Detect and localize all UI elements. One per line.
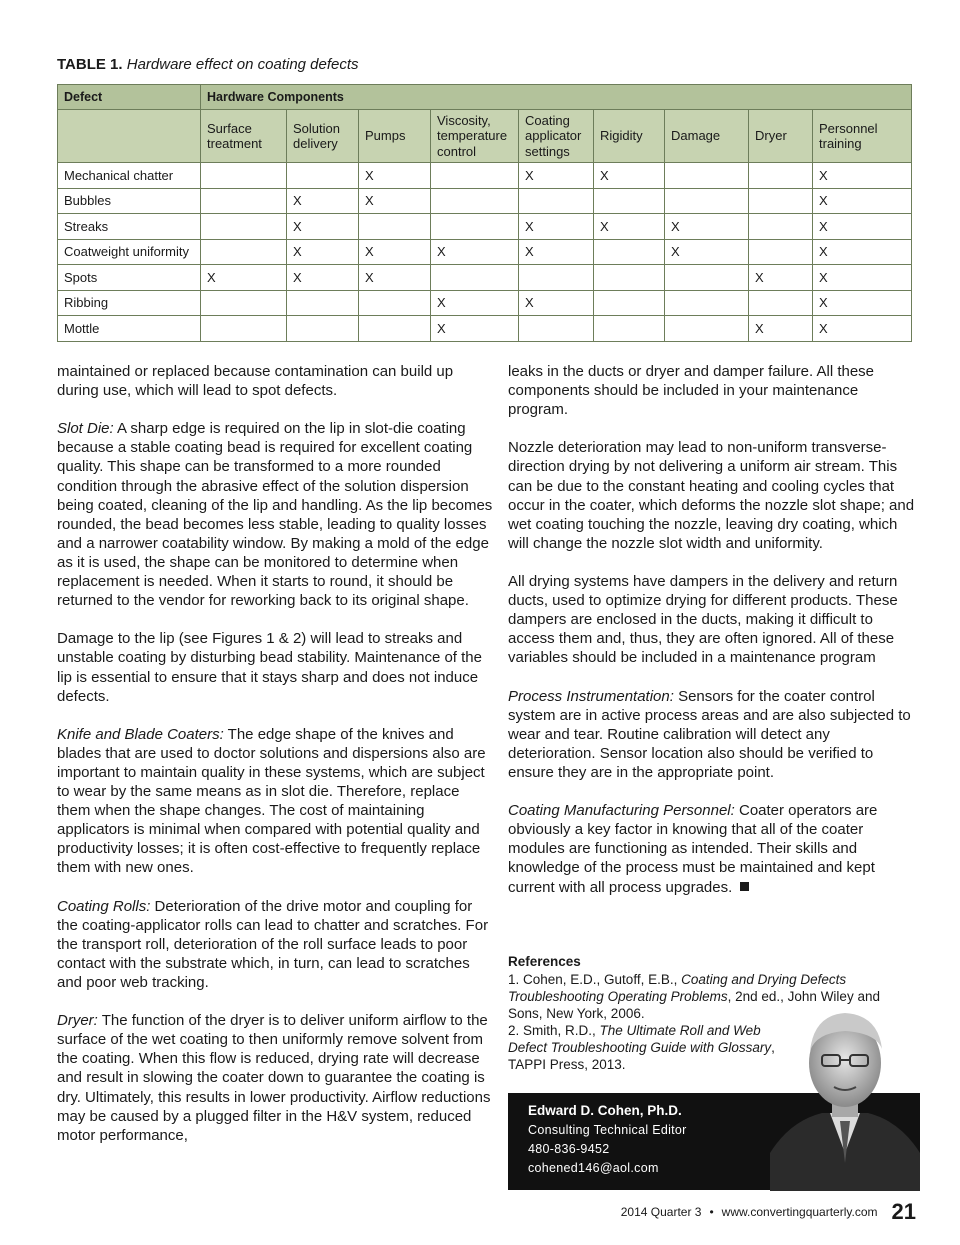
table-cell	[749, 214, 813, 240]
table-row	[58, 290, 912, 316]
author-email[interactable]: cohened146@aol.com	[528, 1161, 659, 1175]
defect-name: Streaks	[58, 214, 201, 240]
table-cell	[359, 316, 431, 342]
table-caption-title: Hardware effect on coating defects	[126, 56, 359, 73]
table-cell	[431, 265, 519, 291]
table-cell	[519, 265, 594, 291]
table-cell: X	[519, 214, 594, 240]
personnel-text: Coater operators are obviously a key factor in knowing that all of the coater modules are functioning as intended. Their skills and knowledge of the process must be maintained and kept current with all process upgrades.	[508, 802, 878, 896]
slot-die-label: Slot Die:	[57, 420, 114, 438]
references-heading: References	[508, 954, 581, 969]
table-row	[58, 239, 912, 265]
table-cell	[594, 290, 665, 316]
defect-name: Ribbing	[58, 290, 201, 316]
paragraph: leaks in the ducts or dryer and damper failure. All these components should be included in your maintenance program.	[508, 363, 875, 419]
footer-site[interactable]: www.convertingquarterly.com	[721, 1205, 878, 1219]
table-cell: X	[813, 214, 912, 240]
column-header: Dryer	[749, 110, 813, 163]
table-cell	[201, 163, 287, 189]
table-row	[58, 188, 912, 214]
table-cell	[665, 265, 749, 291]
table-cell	[287, 316, 359, 342]
dryer-text: The function of the dryer is to deliver uniform airflow to the surface of the wet coating to then uniformly remove solvent from the coating. When this flow is reduced, drying rate will decrease and result in slowing the coater down to guarantee the coating is dry. Ultimately, this results in lower productivity. Airflow reductions may be caused by a plugged filter in the H&V system, reduced motor performance,	[57, 1012, 491, 1144]
paragraph: maintained or replaced because contamination can build up during use, which will lead to spot defects.	[57, 363, 454, 400]
table-cell	[665, 290, 749, 316]
table-cell	[594, 239, 665, 265]
table-cell	[594, 265, 665, 291]
paragraph: All drying systems have dampers in the delivery and return ducts, used to optimize drying for different products. These dampers are enclosed in the ducts, making it difficult to access them and, thus, they are often ignored. All of these variables should be included in a maintenance program	[508, 573, 898, 667]
table-cell: X	[431, 239, 519, 265]
column-header: Personnel training	[813, 110, 912, 163]
table-cell: X	[287, 188, 359, 214]
instrumentation-text: Sensors for the coater control system are in active process areas and are also subjected to wear and tear. Routine calibration will detect any deterioration. Sensor location also should be verified to ensure they are in the appropriate point.	[508, 687, 911, 781]
table-cell	[665, 316, 749, 342]
paragraph-dryer	[57, 1011, 494, 1145]
table-cell: X	[359, 188, 431, 214]
table-cell: X	[359, 239, 431, 265]
paragraph-knife	[57, 725, 494, 878]
paragraph: Nozzle deterioration may lead to non-uniform transverse-direction drying by not delivering a uniform air stream. This can be due to the constant heating and cooling cycles that occur in the coater, which deforms the nozzle slot shape; and wet coating touching the nozzle, leaving dry coating, which will change the nozzle slot width and uniformity.	[508, 439, 915, 552]
table-cell	[519, 316, 594, 342]
table-cell	[519, 188, 594, 214]
table-cell	[431, 163, 519, 189]
table-header-row	[58, 85, 912, 110]
author-name: Edward D. Cohen, Ph.D.	[528, 1103, 682, 1118]
table-cell: X	[813, 290, 912, 316]
ref2-title: The Ultimate Roll and Web Defect Troubleshooting Guide with Glossary	[508, 1023, 772, 1055]
table-cell: X	[813, 188, 912, 214]
table-cell: X	[665, 214, 749, 240]
paragraph: Damage to the lip (see Figures 1 & 2) will lead to streaks and unstable coating by disturbing bead stability. Maintenance of the lip is essential to ensure that it stays sharp and does not induce defects.	[57, 630, 482, 705]
column-header: Rigidity	[594, 110, 665, 163]
page-footer	[621, 1199, 916, 1225]
column-header: Solution delivery	[287, 110, 359, 163]
table-caption	[57, 56, 359, 73]
defect-name: Mechanical chatter	[58, 163, 201, 189]
paragraph-rolls	[57, 897, 494, 992]
paragraph-instrumentation	[508, 687, 918, 782]
footer-issue: 2014 Quarter 3	[620, 1205, 702, 1219]
table-cell	[287, 290, 359, 316]
table-cell	[594, 316, 665, 342]
table-cell	[201, 290, 287, 316]
rolls-text: Deterioration of the drive motor and coupling for the coating-applicator rolls can lead to chatter and scratches. For the transport roll, deterioration of the roll surface leads to poor contact with the substrate which, in turn, can lead to scratches and poor web tracking.	[57, 897, 489, 991]
table-cell	[359, 214, 431, 240]
component-header-row	[58, 110, 912, 163]
column-header: Pumps	[359, 110, 431, 163]
column-header: Viscosity, temperature control	[431, 110, 519, 163]
table-cell: X	[813, 239, 912, 265]
end-mark-icon	[740, 882, 749, 891]
table-cell: X	[813, 163, 912, 189]
table-cell: X	[359, 265, 431, 291]
table-cell: X	[287, 214, 359, 240]
table-cell	[359, 290, 431, 316]
table-cell: X	[519, 163, 594, 189]
table-cell	[287, 163, 359, 189]
table-cell	[749, 163, 813, 189]
page-number: 21	[891, 1199, 916, 1224]
hardware-components-header: Hardware Components	[201, 85, 912, 110]
paragraph-slot-die	[57, 419, 494, 610]
table-row	[58, 214, 912, 240]
table-cell	[431, 188, 519, 214]
column-header: Surface treatment	[201, 110, 287, 163]
column-header: Coating applicator settings	[519, 110, 594, 163]
rolls-label: Coating Rolls:	[57, 897, 151, 915]
table-cell	[665, 163, 749, 189]
instrumentation-label: Process Instrumentation:	[508, 687, 674, 705]
slot-die-text: A sharp edge is required on the lip in slot-die coating because a stable coating bead is required for excellent coating quality. This shape can be transformed to a more rounded condition through the abrasive effect of the solution dispersion being coated, cleaning of the lip and handling. As the lip becomes rounded, the bead becomes less stable, leading to quality losses and a narrower coatability window. By making a mold of the edge as it is used, the shape can be monitored to determine when replacement is needed. When it starts to round, it should be returned to the vendor for reworking back to its original shape.	[57, 420, 493, 610]
reference-2	[508, 1022, 778, 1073]
defect-header: Defect	[58, 85, 201, 110]
personnel-label: Coating Manufacturing Personnel:	[508, 802, 735, 820]
table-cell	[665, 188, 749, 214]
ref1-authors: 1. Cohen, E.D., Gutoff, E.B.,	[508, 972, 682, 987]
ref2-authors: 2. Smith, R.D.,	[508, 1023, 600, 1038]
blank-header-cell	[58, 110, 201, 163]
table-cell: X	[287, 239, 359, 265]
ref1-title: Coating and Drying Defects Troubleshooting Operating Problems	[508, 972, 847, 1004]
table-cell: X	[431, 290, 519, 316]
right-column	[508, 362, 918, 916]
defect-name: Spots	[58, 265, 201, 291]
table-cell: X	[287, 265, 359, 291]
author-photo	[770, 1003, 920, 1191]
table-cell	[201, 316, 287, 342]
knife-label: Knife and Blade Coaters:	[57, 725, 224, 743]
table-cell: X	[594, 163, 665, 189]
table-row	[58, 163, 912, 189]
author-role: Consulting Technical Editor	[528, 1123, 687, 1137]
table-cell: X	[813, 265, 912, 291]
table-cell: X	[519, 290, 594, 316]
dryer-label: Dryer:	[57, 1012, 98, 1030]
table-cell: X	[594, 214, 665, 240]
knife-text: The edge shape of the knives and blades that are used to doctor solutions and dispersions also are important to maintain quality in these systems, which are subject to wear by the same means as in slot die. Therefore, replace them when the shape changes. The cost of maintaining applicators is minimal when compared with potential quality and productivity losses; it is often cost-effective to frequently replace them with new ones.	[57, 725, 486, 877]
table-cell	[749, 290, 813, 316]
table-cell	[431, 214, 519, 240]
table-cell: X	[201, 265, 287, 291]
table-cell: X	[665, 239, 749, 265]
table-cell	[201, 214, 287, 240]
table-cell: X	[431, 316, 519, 342]
table-body	[58, 163, 912, 342]
table-cell: X	[359, 163, 431, 189]
table-cell	[749, 188, 813, 214]
table-cell: X	[519, 239, 594, 265]
ref1-publisher: , 2nd ed., John Wiley and Sons, New York, 2006.	[508, 989, 880, 1021]
table-cell: X	[749, 316, 813, 342]
table-row	[58, 316, 912, 342]
table-cell	[201, 239, 287, 265]
defect-name: Mottle	[58, 316, 201, 342]
defect-name: Coatweight uniformity	[58, 239, 201, 265]
table-cell: X	[749, 265, 813, 291]
table-row	[58, 265, 912, 291]
table-cell: X	[813, 316, 912, 342]
table-cell	[201, 188, 287, 214]
defect-name: Bubbles	[58, 188, 201, 214]
table-cell	[749, 239, 813, 265]
author-phone: 480-836-9452	[528, 1142, 610, 1156]
defects-table	[57, 84, 912, 342]
table-caption-label: TABLE 1.	[57, 56, 123, 73]
table-cell	[594, 188, 665, 214]
left-column	[57, 362, 494, 1164]
footer-bullet: •	[709, 1205, 714, 1219]
ref2-publisher: , TAPPI Press, 2013.	[508, 1040, 775, 1072]
paragraph-personnel	[508, 801, 918, 896]
column-header: Damage	[665, 110, 749, 163]
